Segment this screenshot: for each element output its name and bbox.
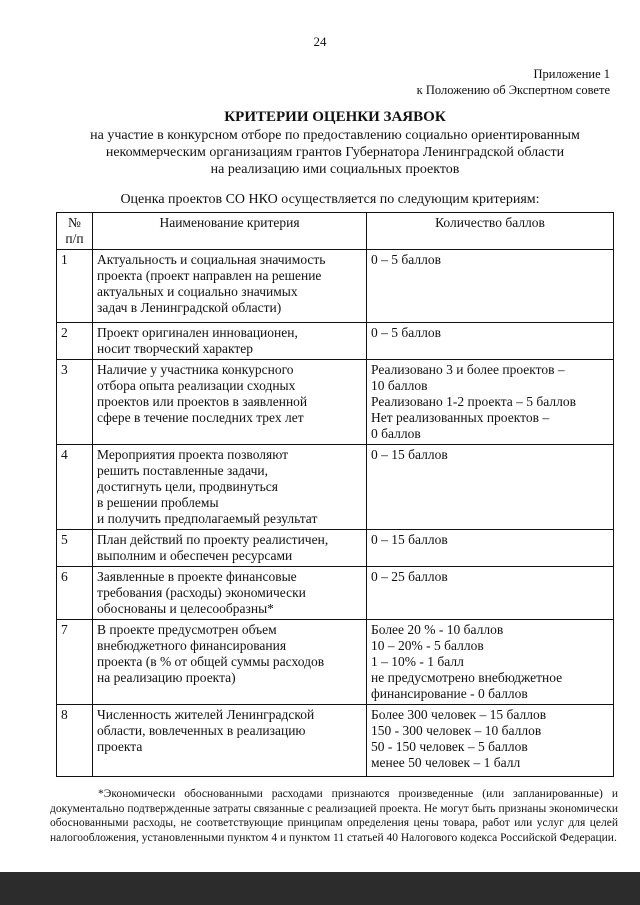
criterion-line: проекта (проект направлен на решение [97, 268, 322, 283]
footnote [50, 787, 618, 845]
criterion-line: на реализацию проекта) [97, 670, 236, 685]
points-line: 0 – 5 баллов [371, 252, 441, 267]
table-row [57, 445, 614, 530]
criterion-line: носит творческий характер [97, 341, 253, 356]
points-line: 0 – 5 баллов [371, 325, 441, 340]
points-line: не предусмотрено внебюджетное [371, 670, 563, 685]
points-cell [367, 705, 614, 777]
points-line: финансирование - 0 баллов [371, 686, 528, 701]
criterion-line: Наличие у участника конкурсного [97, 362, 294, 377]
criterion-line: проекта [97, 739, 143, 754]
criterion-line: проектов или проектов в заявленной [97, 394, 308, 409]
subtitle-line-3: на реализацию ими социальных проектов [210, 162, 460, 177]
criterion-line: Мероприятия проекта позволяют [97, 447, 289, 462]
row-number: 3 [57, 360, 93, 445]
criterion-line: отбора опыта реализации сходных [97, 378, 296, 393]
points-line: Более 300 человек – 15 баллов [371, 707, 547, 722]
row-number: 4 [57, 445, 93, 530]
criterion-cell [93, 620, 367, 705]
criterion-line: сфере в течение последних трех лет [97, 410, 304, 425]
document-title: КРИТЕРИИ ОЦЕНКИ ЗАЯВОК [224, 109, 446, 125]
row-number: 1 [57, 250, 93, 323]
points-cell [367, 620, 614, 705]
criterion-line: выполним и обеспечен ресурсами [97, 548, 293, 563]
appendix-line-2: к Положению об Экспертном совете [416, 83, 610, 97]
points-line: 10 – 20% - 5 баллов [371, 638, 484, 653]
table-row [57, 705, 614, 777]
criterion-line: Актуальность и социальная значимость [97, 252, 326, 267]
table-row [57, 567, 614, 620]
scan-border [0, 872, 640, 905]
row-number: 5 [57, 530, 93, 567]
header-points: Количество баллов [367, 213, 614, 250]
criterion-line: в решении проблемы [97, 495, 219, 510]
subtitle-line-2: некоммерческим организациям грантов Губернатора Ленинградской области [105, 145, 565, 160]
points-line: 50 - 150 человек – 5 баллов [371, 739, 528, 754]
appendix-note [417, 66, 610, 98]
points-line: Более 20 % - 10 баллов [371, 622, 504, 637]
points-cell [367, 530, 614, 567]
criteria-table-body [57, 250, 614, 777]
table-row [57, 530, 614, 567]
points-line: Реализовано 1-2 проекта – 5 баллов [371, 394, 576, 409]
points-line: 0 – 15 баллов [371, 447, 448, 462]
criterion-line: задач в Ленинградской области) [97, 300, 282, 315]
criterion-cell [93, 705, 367, 777]
points-line: 0 – 25 баллов [371, 569, 448, 584]
row-number: 6 [57, 567, 93, 620]
table-row [57, 360, 614, 445]
subtitle-line-1: на участие в конкурсном отборе по предоставлению социально ориентированным [90, 128, 580, 143]
criterion-cell [93, 445, 367, 530]
points-line: 0 баллов [371, 426, 421, 441]
criterion-line: проекта (в % от общей суммы расходов [97, 654, 325, 669]
criterion-line: решить поставленные задачи, [97, 463, 268, 478]
criterion-line: области, вовлеченных в реализацию [97, 723, 306, 738]
row-number: 8 [57, 705, 93, 777]
points-line: 1 – 10% - 1 балл [371, 654, 464, 669]
criterion-cell [93, 250, 367, 323]
table-row [57, 620, 614, 705]
footnote-text: *Экономически обоснованными расходами признаются произведенные (или запланированные) и документально подтвержденные затраты связанные с реализацией проекта. Не могут быть признаны экономически обоснованными расходы, не соответствующие принципам определения цены товара, работ или услуг для целей налогообложения, установленными пунктом 4 и пунктом 11 статьей 40 Налогового кодекса Российской Федерации. [50, 788, 618, 844]
criterion-line: План действий по проекту реалистичен, [97, 532, 329, 547]
points-cell [367, 567, 614, 620]
criterion-line: Проект оригинален инновационен, [97, 325, 298, 340]
header-criterion: Наименование критерия [93, 213, 367, 250]
points-line: Нет реализованных проектов – [371, 410, 550, 425]
criterion-cell [93, 323, 367, 360]
criterion-line: В проекте предусмотрен объем [97, 622, 277, 637]
points-cell [367, 360, 614, 445]
criterion-cell [93, 360, 367, 445]
row-number: 7 [57, 620, 93, 705]
row-number: 2 [57, 323, 93, 360]
appendix-line-1: Приложение 1 [533, 67, 610, 81]
criterion-line: Заявленные в проекте финансовые [97, 569, 297, 584]
points-line: 10 баллов [371, 378, 428, 393]
intro-text: Оценка проектов СО НКО осуществляется по следующим критериям: [120, 192, 540, 207]
criterion-cell [93, 530, 367, 567]
criterion-line: достигнуть цели, продвинуться [97, 479, 278, 494]
table-header-row [57, 213, 614, 250]
points-line: менее 50 человек – 1 балл [371, 755, 521, 770]
header-num: № п/п [57, 213, 93, 250]
table-row [57, 250, 614, 323]
criterion-line: и получить предполагаемый результат [97, 511, 318, 526]
criteria-table [56, 212, 614, 777]
criterion-line: Численность жителей Ленинградской [97, 707, 315, 722]
criterion-line: обоснованы и целесообразны* [97, 601, 274, 616]
title-block [40, 108, 630, 178]
criterion-cell [93, 567, 367, 620]
points-cell [367, 250, 614, 323]
points-cell [367, 445, 614, 530]
points-line: 0 – 15 баллов [371, 532, 448, 547]
points-line: Реализовано 3 и более проектов – [371, 362, 565, 377]
criterion-line: внебюджетного финансирования [97, 638, 287, 653]
page-number: 24 [313, 34, 327, 49]
points-line: 150 - 300 человек – 10 баллов [371, 723, 542, 738]
criterion-line: актуальных и социально значимых [97, 284, 298, 299]
table-row [57, 323, 614, 360]
criterion-line: требования (расходы) экономически [97, 585, 306, 600]
points-cell [367, 323, 614, 360]
